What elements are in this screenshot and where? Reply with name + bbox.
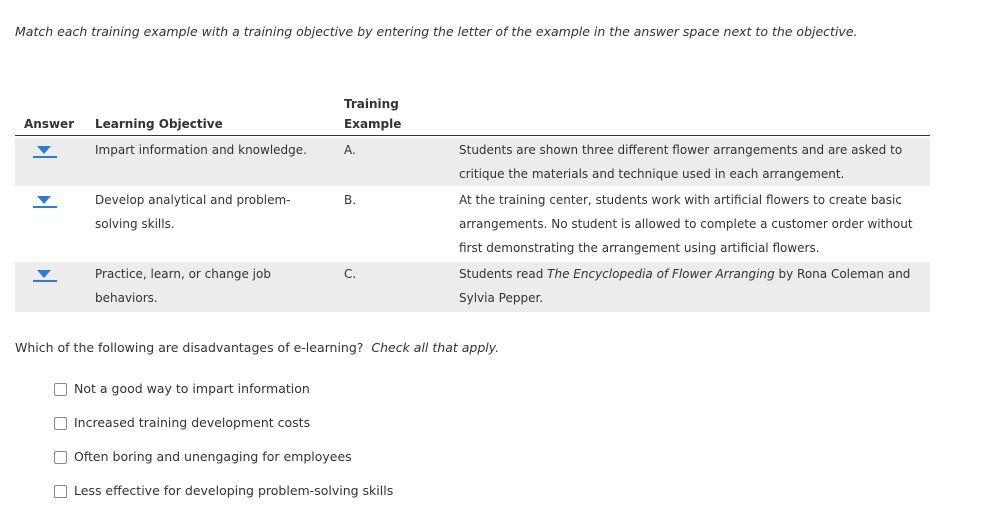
header-answer: Answer (24, 117, 75, 131)
option-label[interactable]: Increased training development costs (74, 415, 311, 430)
table-row (15, 188, 930, 260)
header-divider (15, 135, 930, 136)
header-training: Training (344, 97, 399, 111)
objective-label: Practice, learn, or change job behaviors. (95, 267, 271, 305)
chevron-down-icon (37, 146, 51, 154)
example-text (459, 262, 929, 310)
example-text-prefix: Students read (459, 267, 548, 281)
table-row (15, 138, 930, 186)
example-letter: C. (344, 267, 357, 281)
question-2 (15, 340, 499, 355)
chevron-down-icon (37, 270, 51, 278)
header-learning-objective: Learning Objective (95, 117, 223, 131)
example-text: At the training center, students work with artificial flowers to create basic arrangements. No student is allowed to complete a customer order without first demonstrating the arrangement using artificial flowers. (459, 193, 913, 255)
instructions: Match each training example with a training objective by entering the letter of the example in the answer space next to the objective. (15, 24, 858, 39)
checkbox[interactable] (54, 417, 67, 430)
objective-label: Develop analytical and problem-solving skills. (95, 193, 291, 231)
example-text: Students are shown three different flower arrangements and are asked to critique the materials and technique used in each arrangement. (459, 143, 903, 181)
question-2-hint: Check all that apply. (371, 340, 500, 355)
example-letter: B. (344, 193, 357, 207)
option-label[interactable]: Less effective for developing problem-solving skills (74, 483, 394, 498)
book-title: The Encyclopedia of Flower Arranging (547, 267, 775, 281)
checkbox[interactable] (54, 485, 67, 498)
question-2-text: Which of the following are disadvantages of e-learning? (15, 340, 364, 355)
option-label[interactable]: Not a good way to impart information (74, 381, 310, 396)
example-text-suffix: by Rona Coleman and Sylvia Pepper. (459, 267, 911, 305)
header-example: Example (344, 117, 402, 131)
answer-dropdown[interactable] (33, 267, 57, 282)
option-label[interactable]: Often boring and unengaging for employees (74, 449, 352, 464)
checkbox[interactable] (54, 451, 67, 464)
table-row (15, 262, 930, 312)
chevron-down-icon (37, 196, 51, 204)
objective-label: Impart information and knowledge. (95, 143, 307, 157)
answer-dropdown[interactable] (33, 143, 57, 158)
answer-dropdown[interactable] (33, 193, 57, 208)
checkbox[interactable] (54, 383, 67, 396)
example-letter: A. (344, 143, 356, 157)
